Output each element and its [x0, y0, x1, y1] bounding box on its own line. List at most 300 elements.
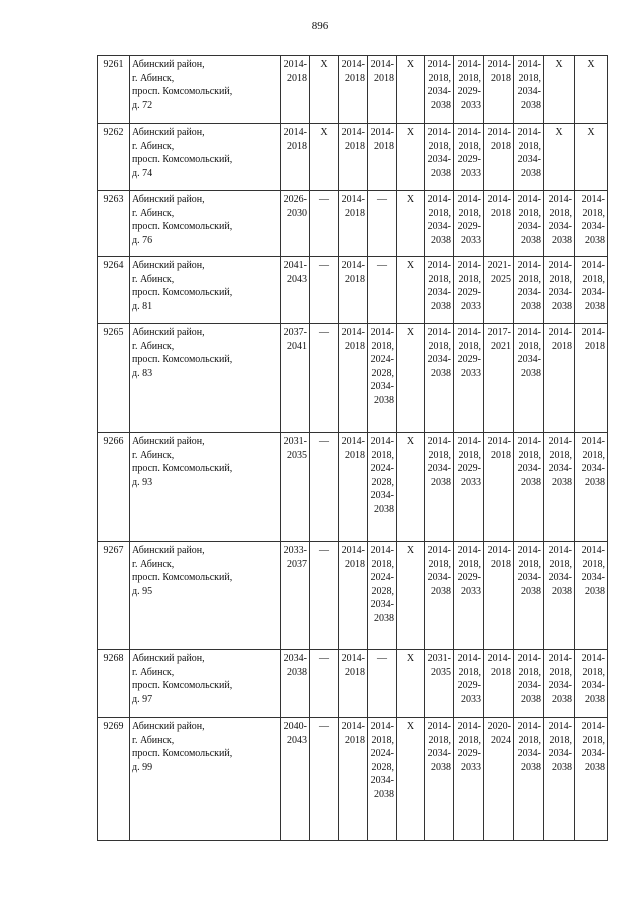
address-line: г. Абинск, — [132, 340, 175, 352]
period-value: 2034- — [548, 463, 572, 474]
period-value: 2038 — [521, 476, 541, 488]
period-value: 2014- — [581, 194, 605, 205]
period-value: — — [377, 194, 387, 205]
address-line: просп. Комсомольский, — [132, 354, 233, 365]
table-row — [98, 542, 608, 650]
period-value: 2014- — [487, 127, 511, 138]
period-value: 2029- — [457, 86, 481, 97]
period-value: 2014- — [427, 59, 451, 70]
period-value: 2024- — [370, 463, 394, 474]
period-value: 2030 — [287, 207, 307, 219]
address-line: просп. Комсомольский, — [132, 572, 233, 583]
period-value: 2031- — [427, 653, 451, 664]
period-value: 2014- — [517, 260, 541, 271]
address-line: д. 72 — [132, 99, 153, 111]
period-value: 2018, — [458, 340, 481, 352]
period-cell-c5 — [397, 650, 425, 718]
address-cell — [130, 124, 281, 191]
period-value: 2034- — [427, 154, 451, 165]
period-value: 2014- — [341, 260, 365, 271]
period-value: X — [406, 721, 415, 732]
period-value: 2033 — [461, 300, 481, 312]
period-cell-c9 — [514, 324, 544, 433]
period-value: 2038 — [521, 234, 541, 246]
period-value: 2018, — [458, 558, 481, 570]
period-value: 2014- — [517, 721, 541, 732]
address-line: Абинский район, — [132, 653, 205, 664]
period-value: 2014- — [517, 327, 541, 338]
period-value: X — [587, 127, 595, 138]
row-number: 9268 — [98, 650, 130, 718]
period-value: 2034- — [427, 287, 451, 298]
period-value: 2018, — [549, 734, 572, 746]
table-row — [98, 433, 608, 542]
period-value: 2014- — [427, 260, 451, 271]
address-cell — [130, 542, 281, 650]
period-cell-c2 — [310, 56, 339, 124]
address-line: Абинский район, — [132, 260, 205, 271]
period-value: 2014- — [341, 721, 365, 732]
period-value: 2038 — [585, 234, 605, 246]
period-value: 2018, — [458, 449, 481, 461]
period-value: 2014- — [581, 545, 605, 556]
period-value: 2038 — [374, 503, 394, 515]
period-cell-c1 — [281, 542, 310, 650]
period-value: 2034- — [427, 572, 451, 583]
period-value: 2033 — [461, 99, 481, 111]
period-cell-c1 — [281, 191, 310, 257]
period-value: X — [406, 59, 415, 70]
period-value: 2014- — [427, 436, 451, 447]
period-value: 2033 — [461, 761, 481, 773]
period-cell-c2 — [310, 650, 339, 718]
address-line: Абинский район, — [132, 127, 205, 138]
housing-register-table — [97, 55, 608, 841]
period-value: 2018, — [371, 558, 394, 570]
period-value: 2018, — [371, 734, 394, 746]
period-value: 2014- — [548, 721, 572, 732]
period-value: 2018, — [428, 340, 451, 352]
period-cell-c10 — [544, 324, 575, 433]
period-value: 2038 — [374, 612, 394, 624]
period-value: 2018 — [287, 140, 307, 152]
period-value: 2034- — [517, 86, 541, 97]
period-cell-c7 — [454, 56, 484, 124]
period-value: 2025 — [491, 273, 511, 285]
period-cell-c6 — [425, 124, 454, 191]
period-cell-c5 — [397, 718, 425, 841]
period-value: X — [406, 436, 415, 447]
period-cell-c3 — [339, 124, 368, 191]
period-cell-c11 — [575, 433, 608, 542]
period-value: 2034- — [517, 221, 541, 232]
period-value: 2038 — [585, 300, 605, 312]
period-cell-c6 — [425, 56, 454, 124]
period-value: 2018 — [491, 207, 511, 219]
address-line: г. Абинск, — [132, 449, 175, 461]
period-value: 2018, — [518, 207, 541, 219]
period-value: 2014- — [457, 260, 481, 271]
period-value: 2018, — [428, 558, 451, 570]
period-cell-c9 — [514, 191, 544, 257]
address-line: просп. Комсомольский, — [132, 748, 233, 759]
period-value: 2014- — [581, 721, 605, 732]
period-value: 2014- — [517, 653, 541, 664]
period-cell-c11 — [575, 718, 608, 841]
period-value: 2014- — [457, 327, 481, 338]
period-cell-c4 — [368, 433, 397, 542]
period-cell-c3 — [339, 324, 368, 433]
period-cell-c2 — [310, 433, 339, 542]
address-line: д. 97 — [132, 693, 153, 705]
period-value: — — [319, 327, 329, 338]
address-line: просп. Комсомольский, — [132, 680, 233, 691]
address-line: просп. Комсомольский, — [132, 154, 233, 165]
period-value: 2029- — [457, 354, 481, 365]
period-value: 2018 — [491, 666, 511, 678]
period-cell-c10 — [544, 124, 575, 191]
period-cell-c6 — [425, 257, 454, 324]
period-cell-c11 — [575, 324, 608, 433]
period-value: 2038 — [287, 666, 307, 678]
period-value: 2034- — [581, 748, 605, 759]
period-cell-c3 — [339, 650, 368, 718]
period-value: 2018, — [549, 666, 572, 678]
period-value: 2018, — [428, 273, 451, 285]
period-value: 2024 — [491, 734, 511, 746]
period-value: 2014- — [370, 59, 394, 70]
period-value: — — [319, 653, 329, 664]
table-row — [98, 257, 608, 324]
period-value: 2018, — [458, 734, 481, 746]
address-line: д. 93 — [132, 476, 153, 488]
period-value: 2014- — [341, 436, 365, 447]
period-cell-c8 — [484, 257, 514, 324]
address-line: Абинский район, — [132, 545, 205, 556]
row-number: 9269 — [98, 718, 130, 841]
row-number: 9263 — [98, 191, 130, 257]
period-value: 2038 — [431, 761, 451, 773]
period-value: 2014- — [517, 59, 541, 70]
address-line: Абинский район, — [132, 194, 205, 205]
period-value: 2014- — [581, 260, 605, 271]
period-value: 2018 — [345, 449, 365, 461]
period-cell-c9 — [514, 650, 544, 718]
period-value: 2038 — [431, 234, 451, 246]
period-value: 2014- — [341, 59, 365, 70]
period-cell-c7 — [454, 718, 484, 841]
period-cell-c8 — [484, 124, 514, 191]
period-value: 2038 — [374, 788, 394, 800]
row-number: 9262 — [98, 124, 130, 191]
address-line: г. Абинск, — [132, 273, 175, 285]
address-line: просп. Комсомольский, — [132, 287, 233, 298]
period-value: 2043 — [287, 734, 307, 746]
period-cell-c8 — [484, 650, 514, 718]
table-row — [98, 56, 608, 124]
period-value: 2038 — [521, 367, 541, 379]
period-cell-c9 — [514, 542, 544, 650]
period-value: 2038 — [431, 476, 451, 488]
period-cell-c1 — [281, 650, 310, 718]
period-value: X — [320, 59, 328, 70]
period-value: 2038 — [552, 693, 572, 705]
period-cell-c6 — [425, 191, 454, 257]
period-cell-c6 — [425, 433, 454, 542]
period-cell-c4 — [368, 56, 397, 124]
period-value: 2018, — [582, 449, 605, 461]
period-value: 2038 — [521, 99, 541, 111]
period-value: 2033 — [461, 476, 481, 488]
table-row — [98, 324, 608, 433]
address-line: д. 76 — [132, 234, 153, 246]
address-cell — [130, 718, 281, 841]
address-line: г. Абинск, — [132, 734, 175, 746]
period-value: 2038 — [552, 761, 572, 773]
period-value: 2014- — [341, 127, 365, 138]
period-value: 2014- — [548, 436, 572, 447]
period-cell-c1 — [281, 433, 310, 542]
period-value: 2014- — [548, 327, 572, 338]
period-cell-c4 — [368, 124, 397, 191]
period-value: 2029- — [457, 572, 481, 583]
period-value: 2018, — [458, 273, 481, 285]
period-value: 2014- — [427, 327, 451, 338]
period-value: 2018, — [549, 273, 572, 285]
period-value: 2014- — [548, 260, 572, 271]
period-value: 2034- — [548, 287, 572, 298]
period-value: 2034- — [517, 354, 541, 365]
address-line: просп. Комсомольский, — [132, 86, 233, 97]
period-value: 2034- — [517, 154, 541, 165]
period-value: 2014- — [370, 127, 394, 138]
period-value: 2034- — [427, 221, 451, 232]
period-value: 2014- — [581, 327, 605, 338]
period-cell-c3 — [339, 433, 368, 542]
period-cell-c2 — [310, 257, 339, 324]
period-value: 2034- — [370, 599, 394, 610]
period-value: 2018, — [549, 449, 572, 461]
period-cell-c11 — [575, 650, 608, 718]
period-value: 2020- — [487, 721, 511, 732]
period-value: 2029- — [457, 680, 481, 691]
period-value: 2034- — [517, 287, 541, 298]
period-value: 2018 — [491, 558, 511, 570]
period-value: 2026- — [283, 194, 307, 205]
period-value: 2018, — [518, 734, 541, 746]
period-value: 2014- — [370, 545, 394, 556]
period-cell-c3 — [339, 191, 368, 257]
period-value: 2018 — [345, 666, 365, 678]
period-value: 2018, — [582, 207, 605, 219]
period-value: 2014- — [457, 59, 481, 70]
period-value: 2038 — [585, 476, 605, 488]
address-line: Абинский район, — [132, 721, 205, 732]
period-value: 2017- — [487, 327, 511, 338]
period-value: 2018 — [345, 558, 365, 570]
address-line: просп. Комсомольский, — [132, 221, 233, 232]
period-value: 2014- — [341, 653, 365, 664]
period-value: 2018, — [518, 72, 541, 84]
period-cell-c2 — [310, 324, 339, 433]
period-cell-c6 — [425, 650, 454, 718]
period-value: 2014- — [457, 653, 481, 664]
address-line: д. 74 — [132, 167, 153, 179]
period-value: X — [406, 127, 415, 138]
period-value: 2018, — [458, 207, 481, 219]
period-value: X — [555, 59, 563, 70]
period-value: 2014- — [370, 436, 394, 447]
period-value: 2014- — [548, 545, 572, 556]
address-line: Абинский район, — [132, 59, 205, 70]
period-value: 2034- — [427, 86, 451, 97]
period-value: 2014- — [487, 59, 511, 70]
period-cell-c2 — [310, 542, 339, 650]
period-value: 2014- — [341, 545, 365, 556]
address-line: д. 83 — [132, 367, 153, 379]
period-value: 2035 — [431, 666, 451, 678]
period-value: 2031- — [283, 436, 307, 447]
period-value: 2034- — [427, 463, 451, 474]
period-value: 2034- — [517, 680, 541, 691]
table-row — [98, 650, 608, 718]
period-value: 2033 — [461, 585, 481, 597]
period-value: 2014- — [517, 436, 541, 447]
address-line: г. Абинск, — [132, 140, 175, 152]
period-value: 2029- — [457, 221, 481, 232]
period-cell-c10 — [544, 542, 575, 650]
row-number: 9261 — [98, 56, 130, 124]
period-value: 2014- — [487, 194, 511, 205]
period-value: 2033 — [461, 367, 481, 379]
period-value: 2024- — [370, 354, 394, 365]
period-cell-c5 — [397, 257, 425, 324]
address-cell — [130, 433, 281, 542]
address-line: д. 99 — [132, 761, 153, 773]
period-value: 2018, — [518, 666, 541, 678]
period-value: 2021 — [491, 340, 511, 352]
period-value: 2018, — [518, 140, 541, 152]
period-value: — — [377, 653, 387, 664]
table-row — [98, 191, 608, 257]
period-value: 2029- — [457, 287, 481, 298]
address-line: д. 95 — [132, 585, 153, 597]
period-value: 2018, — [582, 273, 605, 285]
address-line: Абинский район, — [132, 436, 205, 447]
period-value: 2014- — [341, 194, 365, 205]
period-cell-c9 — [514, 124, 544, 191]
period-value: 2034- — [548, 572, 572, 583]
row-number: 9265 — [98, 324, 130, 433]
period-value: 2018 — [374, 72, 394, 84]
period-cell-c10 — [544, 718, 575, 841]
period-cell-c11 — [575, 542, 608, 650]
period-value: — — [319, 545, 329, 556]
period-value: 2029- — [457, 748, 481, 759]
period-value: 2034- — [581, 463, 605, 474]
period-value: 2041 — [287, 340, 307, 352]
period-value: 2018, — [582, 734, 605, 746]
period-cell-c11 — [575, 56, 608, 124]
period-value: 2043 — [287, 273, 307, 285]
period-value: 2038 — [585, 585, 605, 597]
period-value: 2034- — [581, 287, 605, 298]
address-cell — [130, 324, 281, 433]
period-value: X — [406, 260, 415, 271]
period-value: 2018, — [518, 449, 541, 461]
table-row — [98, 718, 608, 841]
address-line: г. Абинск, — [132, 72, 175, 84]
period-value: 2034- — [370, 381, 394, 392]
period-value: 2034- — [427, 354, 451, 365]
period-cell-c2 — [310, 124, 339, 191]
period-cell-c9 — [514, 718, 544, 841]
period-value: 2018 — [345, 273, 365, 285]
period-cell-c7 — [454, 324, 484, 433]
address-line: д. 81 — [132, 300, 153, 312]
period-cell-c1 — [281, 56, 310, 124]
period-value: 2034- — [370, 775, 394, 786]
period-value: 2038 — [585, 761, 605, 773]
period-value: 2034- — [581, 680, 605, 691]
period-cell-c1 — [281, 124, 310, 191]
period-value: 2034- — [548, 748, 572, 759]
period-value: 2014- — [517, 194, 541, 205]
period-cell-c7 — [454, 542, 484, 650]
period-value: 2018 — [491, 140, 511, 152]
period-value: 2033- — [283, 545, 307, 556]
period-value: 2014- — [487, 436, 511, 447]
period-value: 2018 — [374, 140, 394, 152]
period-value: 2034- — [517, 748, 541, 759]
page-number: 896 — [311, 20, 329, 32]
period-cell-c8 — [484, 324, 514, 433]
period-value: 2014- — [283, 59, 307, 70]
period-value: — — [319, 194, 329, 205]
period-value: 2018 — [345, 140, 365, 152]
period-value: 2038 — [521, 300, 541, 312]
period-value: 2018, — [458, 140, 481, 152]
period-cell-c1 — [281, 324, 310, 433]
period-value: 2038 — [431, 300, 451, 312]
period-value: 2014- — [370, 327, 394, 338]
period-cell-c2 — [310, 191, 339, 257]
address-cell — [130, 650, 281, 718]
period-value: X — [320, 127, 328, 138]
period-cell-c8 — [484, 433, 514, 542]
period-cell-c5 — [397, 542, 425, 650]
period-value: 2024- — [370, 748, 394, 759]
address-cell — [130, 257, 281, 324]
period-cell-c11 — [575, 191, 608, 257]
period-cell-c10 — [544, 56, 575, 124]
address-cell — [130, 191, 281, 257]
period-cell-c10 — [544, 257, 575, 324]
period-value: — — [319, 436, 329, 447]
period-cell-c3 — [339, 257, 368, 324]
period-cell-c3 — [339, 56, 368, 124]
period-value: 2014- — [427, 127, 451, 138]
period-cell-c10 — [544, 650, 575, 718]
period-cell-c9 — [514, 257, 544, 324]
period-value: 2028, — [371, 476, 394, 488]
period-value: 2014- — [457, 721, 481, 732]
period-value: 2018 — [345, 340, 365, 352]
period-cell-c7 — [454, 191, 484, 257]
table-row — [98, 124, 608, 191]
period-value: 2014- — [548, 194, 572, 205]
period-cell-c8 — [484, 718, 514, 841]
